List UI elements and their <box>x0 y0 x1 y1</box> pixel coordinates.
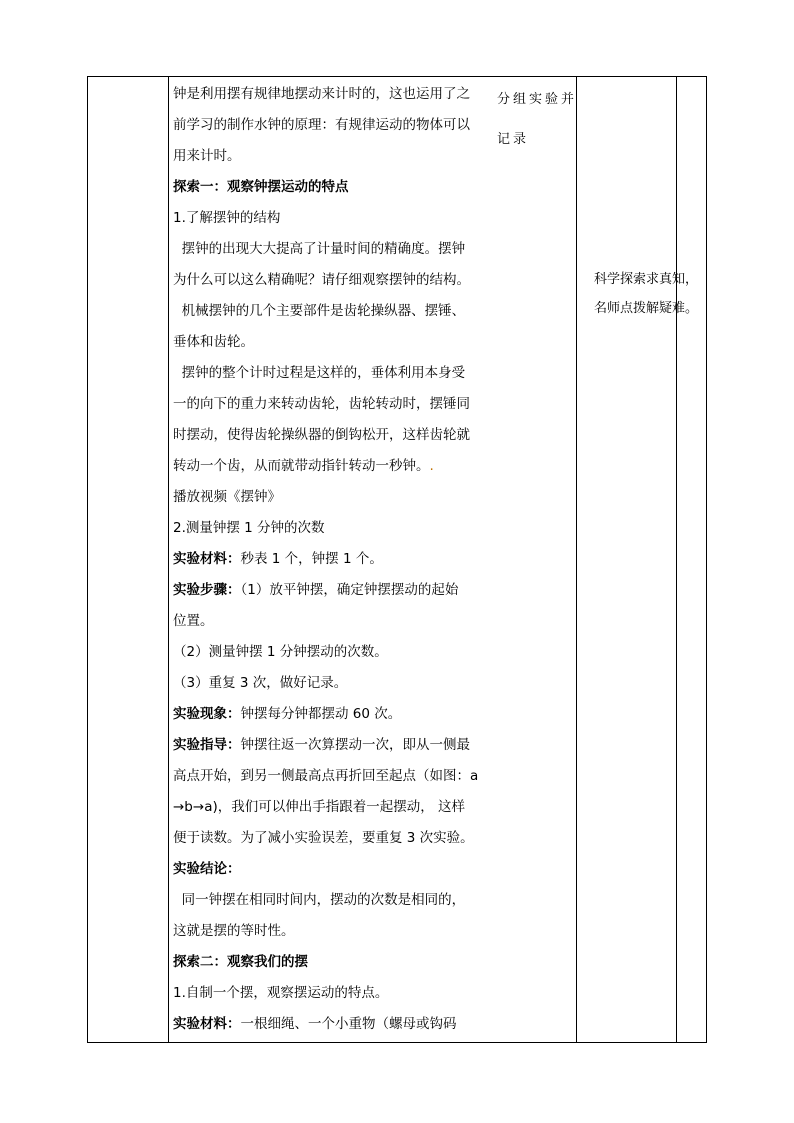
section-heading: 实验结论： <box>173 861 241 877</box>
column-design-intent <box>676 77 707 1042</box>
intent-line-1: 科学探索求真知， <box>594 272 699 287</box>
text-line: 机械摆钟的几个主要部件是齿轮操纵器、摆锤、 <box>173 303 466 319</box>
text-line: 摆钟的出现大大提高了计量时间的精确度。摆钟 <box>173 241 466 257</box>
text-line <box>173 582 458 598</box>
text-line: （3）重复 3 次，做好记录。 <box>173 675 348 691</box>
section-heading: 探索二：观察我们的摆 <box>173 954 308 970</box>
text-line: 一的向下的重力来转动齿轮，齿轮转动时，摆锤同 <box>173 396 470 412</box>
text-line: 时摆动，使得齿轮操纵器的倒钩松开，这样齿轮就 <box>173 427 470 443</box>
text-line: →b→a)，我们可以伸出手指跟着一起摆动， 这样 <box>173 799 466 815</box>
activity-line-2: 记录 <box>497 132 530 147</box>
column-blank <box>88 77 169 1042</box>
label-materials: 实验材料： <box>173 551 241 567</box>
section-heading: 探索一：观察钟摆运动的特点 <box>173 179 349 195</box>
label-materials-2: 实验材料： <box>173 1016 241 1032</box>
text-line: 为什么可以这么精确呢？请仔细观察摆钟的结构。 <box>173 272 470 288</box>
text-line: （2）测量钟摆 1 分钟摆动的次数。 <box>173 644 388 660</box>
text-line <box>173 1016 457 1032</box>
activity-line-1: 分组实验并 <box>497 92 578 107</box>
text-line: 前学习的制作水钟的原理：有规律运动的物体可以 <box>173 117 470 133</box>
text-line: 这就是摆的等时性。 <box>173 923 295 939</box>
text-span: 钟摆往返一次算摆动一次，即从一侧最 <box>240 737 470 753</box>
text-line: 2.测量钟摆 1 分钟的次数 <box>173 520 325 536</box>
label-phenomenon: 实验现象： <box>173 706 241 722</box>
text-line: 位置。 <box>173 613 214 629</box>
text-span: （1）放平钟摆，确定钟摆摆动的起始 <box>240 582 459 598</box>
text-line: 用来计时。 <box>173 148 241 164</box>
intent-line-2: 名师点拨解疑难。 <box>594 301 699 316</box>
text-span: 钟摆每分钟都摆动 60 次。 <box>240 706 402 722</box>
text-span: 一根细绳、一个小重物（螺母或钩码 <box>240 1016 457 1032</box>
text-line: 同一钟摆在相同时间内，摆动的次数是相同的， <box>173 892 466 908</box>
text-line <box>173 551 383 567</box>
text-span: 转动一个齿，从而就带动指针转动一秒钟。 <box>173 458 430 474</box>
text-line: 便于读数。为了减小实验误差，要重复 3 次实验。 <box>173 830 474 846</box>
text-line: 垂体和齿轮。 <box>173 334 254 350</box>
text-line: 高点开始，到另一侧最高点再折回至起点（如图：a <box>173 768 479 784</box>
text-line: 1.了解摆钟的结构 <box>173 210 281 226</box>
text-line: 钟是利用摆有规律地摆动来计时的，这也运用了之 <box>173 86 470 102</box>
label-guidance: 实验指导： <box>173 737 241 753</box>
text-line <box>173 458 434 474</box>
text-line <box>173 706 401 722</box>
label-steps: 实验步骤： <box>173 582 241 598</box>
text-line: 播放视频《摆钟》 <box>173 489 281 505</box>
text-line: 摆钟的整个计时过程是这样的，垂体利用本身受 <box>173 365 466 381</box>
column-student-activity <box>576 77 677 1042</box>
text-line: 1.自制一个摆，观察摆运动的特点。 <box>173 985 389 1001</box>
text-line <box>173 737 470 753</box>
text-span: 秒表 1 个，钟摆 1 个。 <box>240 551 383 567</box>
trailing-dot: . <box>429 458 434 474</box>
